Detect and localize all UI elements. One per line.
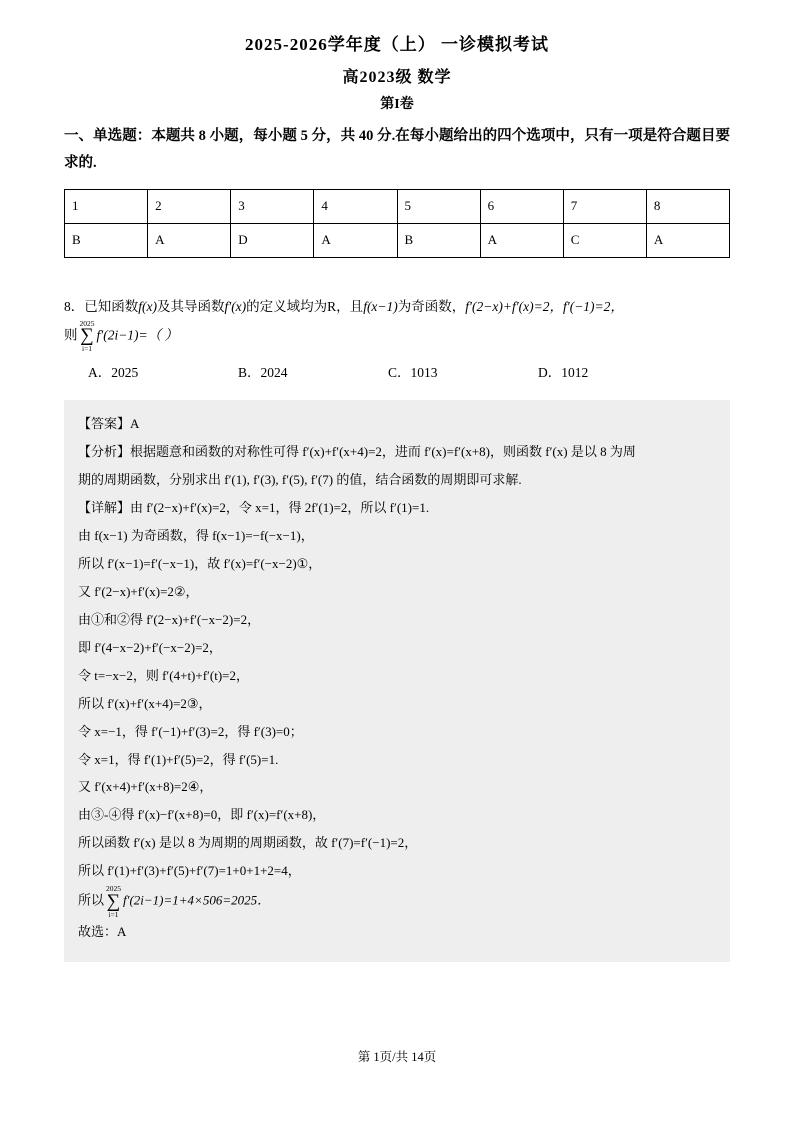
- final-summation-upper-limit: 2025: [106, 884, 122, 894]
- final-sum-body: f′(2i−1)=1+4×506=2025．: [123, 892, 271, 908]
- answer-key-table: [64, 189, 730, 258]
- solution-answer-line: [78, 410, 716, 438]
- detail-text-0: 由 f′(2−x)+f′(x)=2，令 x=1，得 2f′(1)=2，所以 f′(1)=1.: [130, 500, 430, 516]
- question-stem-text-3: 的定义域均为R，且: [246, 298, 364, 314]
- summation-upper-limit: 2025: [79, 318, 95, 328]
- question-eq-1: f′(2−x)+f′(x)=2，: [465, 298, 563, 314]
- volume-label: 第I卷: [380, 97, 414, 112]
- analysis-label: 【分析】: [78, 444, 131, 460]
- option-b-label: B．: [238, 364, 261, 380]
- option-d-label: D．: [538, 364, 562, 380]
- table-cell: A: [480, 223, 563, 257]
- table-header-cell: 4: [314, 189, 397, 223]
- solution-detail-line-7: 所以 f′(x)+f′(x+4)=2③，: [78, 695, 212, 711]
- option-a: [88, 360, 238, 386]
- question-block: [64, 294, 730, 387]
- analysis-text-1: 根据题意和函数的对称性可得 f′(x)+f′(x+4)=2，进而 f′(x)=f′(x+8)，则函数 f′(x) 是以 8 为周: [130, 444, 636, 460]
- question-stem-line-1: [64, 294, 730, 320]
- question-stem-text-2: 及其导函数: [156, 298, 225, 314]
- question-sum-body: f′(2i−1)=（ ）: [96, 327, 179, 343]
- table-header-cell: 3: [231, 189, 314, 223]
- question-fx: f(x): [138, 298, 157, 314]
- final-prefix: 所以: [78, 892, 105, 908]
- detail-label: 【详解】: [78, 500, 131, 516]
- table-cell: A: [314, 223, 397, 257]
- solution-detail-line-10: 又 f′(x+4)+f′(x+8)=2④，: [78, 779, 213, 795]
- solution-box: [64, 400, 730, 962]
- solution-detail-line-0: [78, 494, 716, 522]
- summation-lower-limit: i=1: [81, 344, 93, 354]
- table-cell: A: [148, 223, 231, 257]
- option-a-label: A．: [88, 364, 112, 380]
- solution-analysis-line-1: [78, 438, 716, 466]
- table-cell: A: [646, 223, 729, 257]
- solution-detail-line-11: 由③-④得 f′(x)−f′(x+8)=0，即 f′(x)=f′(x+8)，: [78, 807, 326, 823]
- question-eq-2: f′(−1)=2，: [563, 298, 624, 314]
- solution-detail-line-12: 所以函数 f′(x) 是以 8 为周期的周期函数，故 f′(7)=f′(−1)=2，: [78, 835, 418, 851]
- solution-detail-line-3: 又 f′(2−x)+f′(x)=2②，: [78, 583, 199, 599]
- solution-detail-line-2: 所以 f′(x−1)=f′(−x−1)，故 f′(x)=f′(−x−2)①，: [78, 555, 322, 571]
- final-summation-lower-limit: i=1: [108, 909, 119, 919]
- option-list: [64, 360, 730, 386]
- option-b-value: 2024: [260, 364, 288, 380]
- option-d: [538, 360, 688, 386]
- table-row-headers: [65, 189, 730, 223]
- solution-detail-line-6: 令 t=−x−2，则 f′(4+t)+f′(t)=2，: [78, 667, 249, 683]
- question-then-label: 则: [64, 327, 78, 343]
- table-header-cell: 7: [563, 189, 646, 223]
- table-header-cell: 8: [646, 189, 729, 223]
- solution-final-line: [78, 885, 716, 918]
- summation-symbol: [80, 320, 95, 353]
- option-a-value: 2025: [111, 364, 139, 380]
- option-c-value: 1013: [410, 364, 438, 380]
- question-stem-line-2: [64, 320, 730, 353]
- answer-value: A: [130, 416, 140, 432]
- solution-detail-line-8: 令 x=−1，得 f′(−1)+f′(3)=2，得 f′(3)=0；: [78, 723, 303, 739]
- solution-conclusion: 故选：A: [78, 924, 127, 940]
- section-heading: 一、单选题：本题共 8 小题，每小题 5 分，共 40 分.在每小题给出的四个选项中，只有一项是符合题目要求的.: [64, 128, 730, 171]
- option-b: [238, 360, 388, 386]
- question-fpx: f′(x): [224, 298, 247, 314]
- table-cell: D: [231, 223, 314, 257]
- question-stem-text-1: 已知函数: [84, 298, 139, 314]
- question-number: 8．: [64, 298, 85, 314]
- summation-symbol-final: [106, 885, 121, 918]
- table-row-answers: [65, 223, 730, 257]
- option-c: [388, 360, 538, 386]
- table-header-cell: 6: [480, 189, 563, 223]
- table-header-cell: 2: [148, 189, 231, 223]
- page-footer: 第 1页/共 14页: [357, 1050, 437, 1064]
- table-cell: B: [65, 223, 148, 257]
- page-title: 2025-2026学年度（上） 一诊模拟考试: [245, 35, 549, 54]
- sigma-icon: ∑: [80, 325, 94, 347]
- solution-detail-line-9: 令 x=1，得 f′(1)+f′(5)=2，得 f′(5)=1.: [78, 751, 279, 767]
- table-cell: C: [563, 223, 646, 257]
- page-subtitle: 高2023级 数学: [342, 69, 452, 86]
- sigma-icon: ∑: [106, 890, 121, 912]
- table-header-cell: 1: [65, 189, 148, 223]
- solution-detail-line-13: 所以 f′(1)+f′(3)+f′(5)+f′(7)=1+0+1+2=4，: [78, 863, 301, 879]
- option-c-label: C．: [388, 364, 411, 380]
- question-stem-text-4: 为奇函数，: [397, 298, 466, 314]
- option-d-value: 1012: [561, 364, 589, 380]
- solution-detail-line-4: 由①和②得 f′(2−x)+f′(−x−2)=2，: [78, 611, 261, 627]
- solution-detail-line-5: 即 f′(4−x−2)+f′(−x−2)=2，: [78, 639, 222, 655]
- table-cell: B: [397, 223, 480, 257]
- table-header-cell: 5: [397, 189, 480, 223]
- answer-label: 【答案】: [78, 416, 131, 432]
- solution-detail-line-1: 由 f(x−1) 为奇函数，得 f(x−1)=−f(−x−1)，: [78, 528, 314, 544]
- question-odd-expr: f(x−1): [363, 298, 398, 314]
- solution-analysis-line-2: 期的周期函数，分别求出 f′(1), f′(3), f′(5), f′(7) 的值，结合函数的周期即可求解.: [78, 472, 522, 488]
